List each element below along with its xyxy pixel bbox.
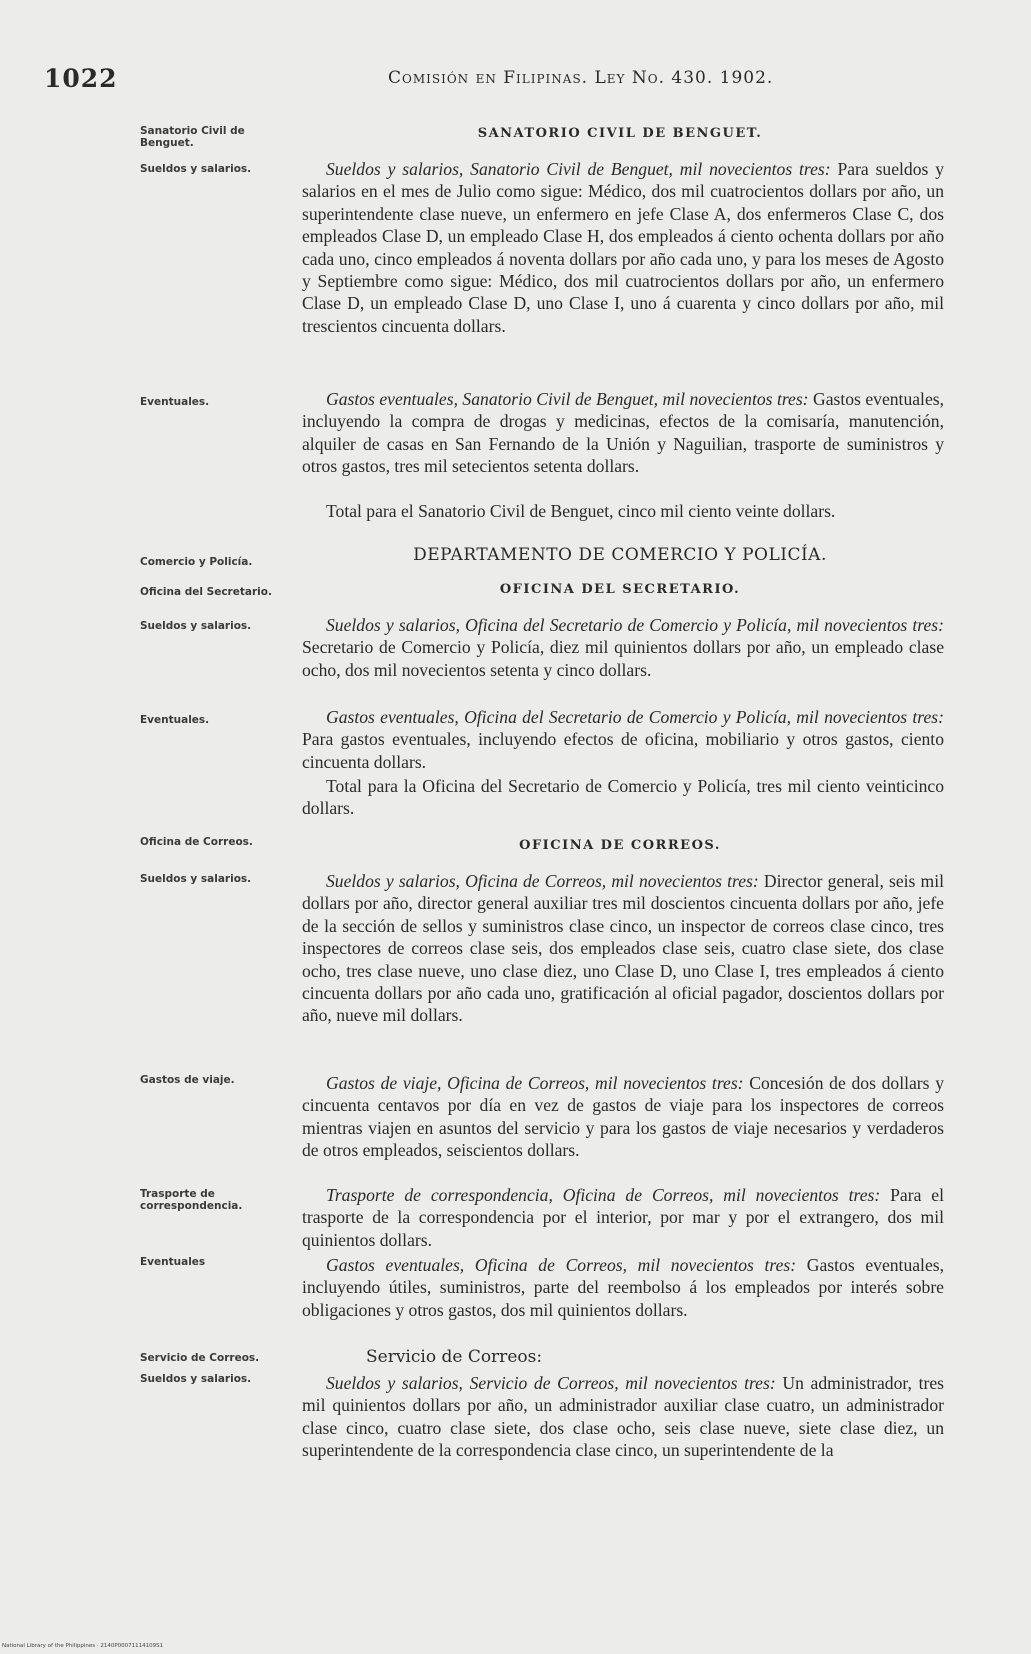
margin-note: Gastos de viaje. [140, 1074, 235, 1086]
paragraph-total: Total para la Oficina del Secretario de Comercio y Policía, tres mil ciento veinticinco dollars. [302, 776, 944, 819]
margin-note: Sueldos y salarios. [140, 620, 252, 632]
paragraph: Sueldos y salarios, Oficina del Secretario de Comercio y Policía, mil novecientos tres: Secretario de Comercio y Policía, diez mil quinientos dollars por año, un empleado clase ocho, dos mil novecientos setenta y cinco dollars. [302, 615, 944, 680]
paragraph: Gastos eventuales, Sanatorio Civil de Benguet, mil novecientos tres: Gastos eventuales, incluyendo la compra de drogas y medicinas, efectos de la comisaría, manutención, alquiler de casas en San Fernando de la Unión y Naguilian, trasporte de suministros y otros gastos, tres mil setecientos setenta dollars. [302, 389, 944, 477]
margin-note: Sueldos y salarios. [140, 1373, 252, 1385]
section-heading: OFICINA DE CORREOS. [519, 838, 721, 853]
margin-note: Servicio de Correos. [140, 1352, 260, 1364]
department-heading: DEPARTAMENTO DE COMERCIO Y POLICÍA. [413, 545, 827, 565]
page-header [0, 64, 1031, 104]
margin-note: Comercio y Policía. [140, 556, 253, 568]
scan-footer: National Library of the Philippines · 2140P00071114109S1 [2, 1643, 164, 1649]
margin-note: Eventuales. [140, 396, 210, 408]
paragraph: Gastos de viaje, Oficina de Correos, mil novecientos tres: Concesión de dos dollars y cincuenta centavos por día en vez de gastos de viaje para los inspectores de correos mientras viajen en asuntos del servicio y para los gastos de viaje necesarios y verdaderos de otros empleados, seiscientos dollars. [302, 1073, 944, 1161]
margin-note: Sueldos y salarios. [140, 873, 252, 885]
paragraph-total: Total para el Sanatorio Civil de Benguet, cinco mil ciento veinte dollars. [326, 501, 836, 521]
margin-note: Trasporte de correspondencia. [140, 1188, 243, 1212]
margin-note: Oficina del Secretario. [140, 586, 272, 598]
margin-note: Oficina de Correos. [140, 836, 253, 848]
margin-note: Sueldos y salarios. [140, 163, 252, 175]
paragraph: Sueldos y salarios, Sanatorio Civil de Benguet, mil novecientos tres: Para sueldos y salarios en el mes de Julio como sigue: Médico, dos mil cuatrocientos dollars por año, un superintendente clase nueve, un enfermero en jefe Clase A, dos enfermeros Clase C, dos empleados Clase D, un empleado Clase H, dos empleados á ciento ochenta dollars por año cada uno, cinco empleados á noventa dollars por año cada uno, y para los meses de Agosto y Septiembre como sigue: Médico, dos mil cuatrocientos dollars por año, un enfermero Clase D, un empleado Clase D, uno Clase I, uno á cuarenta y cinco dollars por año, mil trescientos cincuenta dollars. [302, 159, 944, 336]
section-heading: OFICINA DEL SECRETARIO. [499, 582, 741, 597]
paragraph: Trasporte de correspondencia, Oficina de Correos, mil novecientos tres: Para el trasporte de la correspondencia por el interior, por mar y por el extrangero, dos mil quinientos dollars. [302, 1185, 944, 1250]
paragraph: Sueldos y salarios, Oficina de Correos, mil novecientos tres: Director general, seis mil dollars por año, director general auxiliar tres mil doscientos cincuenta dollars por año, jefe de la sección de sellos y suministros clase cinco, un inspector de correos clase cinco, tres inspectores de correos clase seis, dos empleados clase seis, cuatro clase siete, dos clase ocho, tres clase nueve, uno clase diez, uno Clase D, uno Clase I, tres empleados á ciento cincuenta dollars por año cada uno, gratificación al oficial pagador, doscientos dollars por año, nueve mil dollars. [302, 871, 944, 1026]
running-head: Comisión en Filipinas. Ley No. 430. 1902. [388, 68, 774, 88]
paragraph: Gastos eventuales, Oficina del Secretario de Comercio y Policía, mil novecientos tres: Para gastos eventuales, incluyendo efectos de oficina, mobiliario y otros gastos, ciento cincuenta dollars. [302, 707, 944, 772]
paragraph: Gastos eventuales, Oficina de Correos, mil novecientos tres: Gastos eventuales, incluyendo útiles, suministros, parte del reembolso á los empleados por interés sobre obligaciones y otros gastos, dos mil quinientos dollars. [302, 1255, 944, 1320]
subsection-heading: Servicio de Correos: [366, 1347, 543, 1367]
section-heading: SANATORIO CIVIL DE BENGUET. [477, 126, 763, 141]
margin-note: Eventuales [140, 1256, 206, 1268]
page-number: 1022 [44, 64, 118, 93]
paragraph: Sueldos y salarios, Servicio de Correos, mil novecientos tres: Un administrador, tres mil quinientos dollars por año, un administrador auxiliar clase cuatro, un administrador clase cinco, cuatro clase siete, dos clase ocho, seis clase nueve, siete clase diez, un superintendente de la correspondencia clase cinco, un superintendente de la [302, 1373, 944, 1461]
margin-note: Sanatorio Civil de Benguet. [140, 125, 245, 149]
margin-note: Eventuales. [140, 714, 210, 726]
